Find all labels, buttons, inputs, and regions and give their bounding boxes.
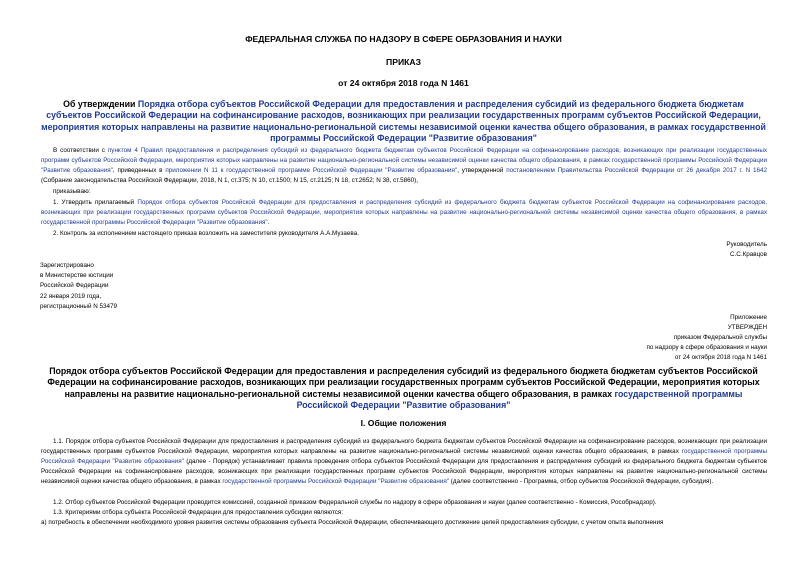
preamble-text-1: В соответствии с bbox=[53, 147, 108, 154]
procedure-link[interactable]: Порядок отбора субъектов Российской Федерации для предоставления и распределения субсидий из федерального бюджета бюджетам субъектов Российской Федерации на софинансирование расходов, возникающих при реализации государственных программ субъектов Российской Федерации, мероприятия которых направлены на развитие национально-региональной системы независимой оценки качества общего образования, в рамках государственной программы Российской Федерации "Развитие образования" bbox=[41, 199, 768, 226]
order-title-prefix: Об утверждении bbox=[63, 99, 138, 109]
registration-line-1: Зарегистрировано bbox=[40, 262, 94, 269]
preamble-text-2: , приведенных в bbox=[112, 167, 166, 174]
item-1-prefix: 1. Утвердить прилагаемый bbox=[53, 199, 138, 206]
clause-1-3: 1.3. Критериями отбора субъекта Российской Федерации для предоставления субсидии являются: bbox=[53, 509, 344, 516]
signature-role: Руководитель bbox=[726, 241, 767, 248]
item-1 bbox=[41, 198, 767, 228]
registration-line-5: регистрационный N 53479 bbox=[40, 302, 118, 310]
program-link-2[interactable]: государственной программы Российской Федерации "Развитие образования" bbox=[222, 478, 450, 485]
order-date-number: от 24 октября 2018 года N 1461 bbox=[338, 78, 469, 88]
order-verb: приказываю: bbox=[53, 188, 91, 195]
clause-1-3-a: а) потребность в обеспечении необходимого уровня развития системы образования субъекта Российской Федерации, обеспечивающего достижение целей предоставления субсидии, с учетом опыта выполнения bbox=[41, 519, 664, 526]
appendix-line-5: от 24 октября 2018 года N 1461 bbox=[674, 354, 767, 361]
registration-line-2: в Министерстве юстиции bbox=[40, 272, 114, 280]
agency-heading: ФЕДЕРАЛЬНАЯ СЛУЖБА ПО НАДЗОРУ В СФЕРЕ ОБРАЗОВАНИЯ И НАУКИ bbox=[245, 34, 562, 44]
program-link-1[interactable]: государственной программы Российской Федерации "Развитие образования" bbox=[41, 448, 768, 465]
order-title-link[interactable]: Порядка отбора субъектов Российской Федерации для предоставления и распределения субсидий из федерального бюджета бюджетам субъектов Российской Федерации на софинансирование расходов, возникающих при реализации государственных программ субъектов Российской Федерации, мероприятия которых направлены на развитие национально-региональной системы независимой оценки качества общего образования, в рамках государственной программы Российской Федерации "Развитие образования" bbox=[41, 99, 766, 144]
preamble-paragraph bbox=[41, 146, 767, 186]
procedure-title-text: Порядок отбора субъектов Российской Федерации для предоставления и распределения субсидий из федерального бюджета бюджетам субъектов Российской Федерации на софинансирование расходов, возникающих при реализации государственных программ субъектов Российской Федерации, мероприятия которых направлены на развитие национально-региональной системы независимой оценки качества общего образования, в рамках bbox=[47, 366, 760, 399]
item-1-suffix: . bbox=[267, 219, 270, 226]
registration-line-3: Российской Федерации bbox=[40, 282, 109, 290]
document-type: ПРИКАЗ bbox=[386, 57, 421, 67]
resolution-link[interactable]: постановлением Правительства Российской Федерации от 26 декабря 2017 г. N 1642 bbox=[506, 167, 767, 174]
appendix-line-2: УТВЕРЖДЕН bbox=[727, 324, 767, 331]
registration-line-4: 22 января 2019 года, bbox=[40, 292, 102, 300]
clause-1-2: 1.2. Отбор субъектов Российской Федерации проводится комиссией, созданной приказом Федеральной службы по надзору в сфере образования и науки (далее соответственно - Комиссия, Рособрнадзор). bbox=[53, 499, 657, 506]
appendix-block bbox=[646, 313, 767, 363]
registration-block bbox=[40, 261, 117, 312]
clause-1-1-text-b: (далее - Порядок) устанавливает правила проведения отбора субъектов Российской Федерации для предоставления и распределения субсидий из федерального бюджета бюджетам субъектов Российской Федерации на софинансирование расходов, возникающих при реализации государственных программ субъектов Российской Федерации, мероприятия которых направлены на развитие национально-региональной системы независимой оценки качества общего образования, в рамках bbox=[41, 458, 768, 485]
appendix-11-link[interactable]: приложении N 11 к государственной программе Российской Федерации "Развитие образования" bbox=[165, 167, 458, 174]
order-title bbox=[40, 99, 767, 145]
appendix-line-1: Приложение bbox=[730, 314, 767, 321]
procedure-title-link[interactable]: государственной программы Российской Федерации "Развитие образования" bbox=[296, 388, 743, 410]
appendix-line-4: по надзору в сфере образования и науки bbox=[646, 344, 767, 351]
clause-1-1-text-a: 1.1. Порядок отбора субъектов Российской Федерации для предоставления и распределения субсидий из федерального бюджета бюджетам субъектов Российской Федерации на софинансирование расходов, возникающих при реализации государственных программ субъектов Российской Федерации, мероприятия которых направлены на развитие национально-региональной системы независимой оценки качества общего образования, в рамках bbox=[41, 438, 767, 455]
appendix-line-3: приказом Федеральной службы bbox=[673, 334, 767, 341]
preamble-text-3: , утвержденной bbox=[457, 167, 507, 174]
item-2: 2. Контроль за исполнением настоящего приказа возложить на заместителя руководителя А.А.Музаева. bbox=[53, 230, 359, 237]
procedure-title bbox=[38, 366, 769, 411]
signature-block bbox=[726, 240, 767, 260]
clause-1-1 bbox=[41, 437, 767, 487]
clause-1-1-text-c: (далее соответственно - Программа, отбор субъектов Российской Федерации, субсидия). bbox=[449, 478, 714, 485]
preamble-text-4: (Собрание законодательства Российской Федерации, 2018, N 1, ст.375; N 10, ст.1500; N 15, ст.2125; N 18, ст.2652; N 38, ст.5860), bbox=[41, 177, 418, 184]
section-1-heading: I. Общие положения bbox=[360, 418, 447, 428]
signature-name: С.С.Кравцов bbox=[730, 251, 767, 258]
rules-link[interactable]: пунктом 4 Правил предоставления и распределения субсидий из федерального бюджета бюджетам субъектов Российской Федерации на софинансирование расходов, возникающих при реализации государственных программ субъектов Российской Федерации, мероприятия которых направлены на развитие национально-региональной системы независимой оценки качества общего образования, в рамках государственной программы Российской Федерации "Развитие образования" bbox=[41, 147, 768, 174]
